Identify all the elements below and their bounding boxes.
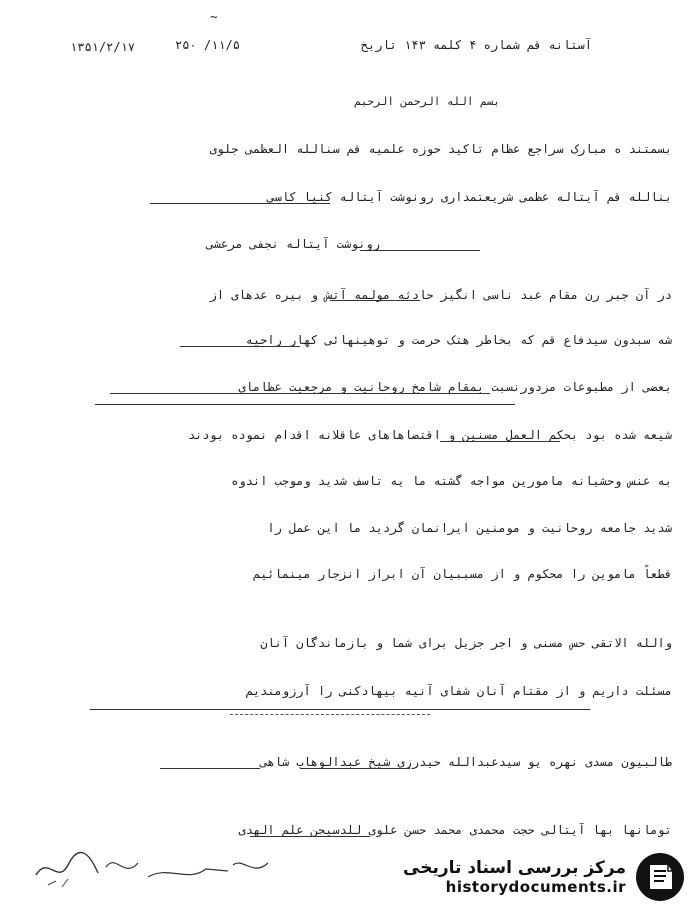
- body-line-1: بسمتند ه مبارک سراجع عظام تاکید حوزه علمیه قم سنالله العظمی جلوی: [209, 142, 672, 156]
- watermark-text: [403, 858, 626, 896]
- body-line-8: به عنس وحشیانه مامورین مواجه گشته ما یه تاسف شدید وموجب اندوه: [231, 474, 672, 488]
- body-line-2: بنالله قم آیتاله عظمی شریعتمداری رونوشت آیتاله کنیا کاسی: [267, 190, 672, 204]
- margin-mark: ~: [210, 10, 218, 25]
- body-line-6: بعضی از مطبوعات مزدورنسبت بمقام شامخ روحانیت و مرجعیت عظامای: [238, 380, 672, 394]
- underline-phrase-3b: [95, 404, 515, 405]
- archive-logo-icon: [634, 851, 686, 903]
- underline-signatory-1: [300, 768, 410, 769]
- body-line-12: مسئلت داریم و از مقتام آنان شفای آنیه بیهادکنی را آرزومندیم: [245, 684, 672, 698]
- underline-phrase-3: [110, 393, 490, 394]
- watermark-title: مرکز بررسی اسناد تاریخی: [403, 858, 626, 878]
- body-line-9: شدید جامعه روحانیت و مومنین ایرانمان گردید ما این عمل را: [267, 521, 672, 535]
- watermark-url: historydocuments.ir: [445, 878, 626, 896]
- header-date: ۲۵۰ /۱۱/۵: [174, 38, 240, 52]
- underline-phrase-1: [330, 300, 420, 301]
- underline-phrase-2: [180, 346, 300, 347]
- underline-najafi: [360, 250, 480, 251]
- underline-ayatollah-kashani: [150, 203, 330, 204]
- dashed-underline: [230, 714, 430, 715]
- underline-closing: [90, 709, 590, 710]
- header-line: آستانه قم شماره ۴ کلمه ۱۴۳ تاریخ: [360, 38, 592, 52]
- body-line-3: رونوشت آیتاله نجفی مرعشی: [206, 237, 380, 251]
- body-line-4: در آن جبر رن مقام عبد ناسی انگیز حادثه مولمه آتش و بیره عدهای از: [209, 288, 672, 302]
- underline-signatory-2: [160, 768, 260, 769]
- signatories-line-2: تومانها بها آیتالی حجت محمدی محمد حسن علوی للدسیحن علم الهدی: [238, 823, 672, 837]
- watermark: [396, 846, 686, 908]
- body-line-5: شه سبدون سیدفاع قم که بخاطر هتک حرمت و توهینهائی کهار راحیه: [245, 333, 672, 347]
- underline-phrase-4: [440, 441, 560, 442]
- bismillah: بسم الله الرحمن الرحیم: [354, 95, 500, 108]
- signatories-line-1: طالبیون مسدی نهره یو سیدعبدالله حیدرزی شیخ عبدالوهاب شاهی: [260, 755, 672, 769]
- body-line-11: والله الاتقی حس مسنی و اجر جزیل برای شما و بازماندگان آنان: [260, 636, 672, 650]
- header-reference: ۱۳۵۱/۲/۱۷: [70, 40, 136, 54]
- handwritten-signature-icon: [28, 835, 288, 895]
- body-line-10: قطعاً ماموین را محکوم و از مسببیان آن ابراز انزجار مینمائیم: [252, 567, 672, 581]
- body-line-7: شیعه شده بود بحکم العمل مسنین و اقتضاهاهای عاقلانه اقدام نموده بودند: [187, 428, 672, 442]
